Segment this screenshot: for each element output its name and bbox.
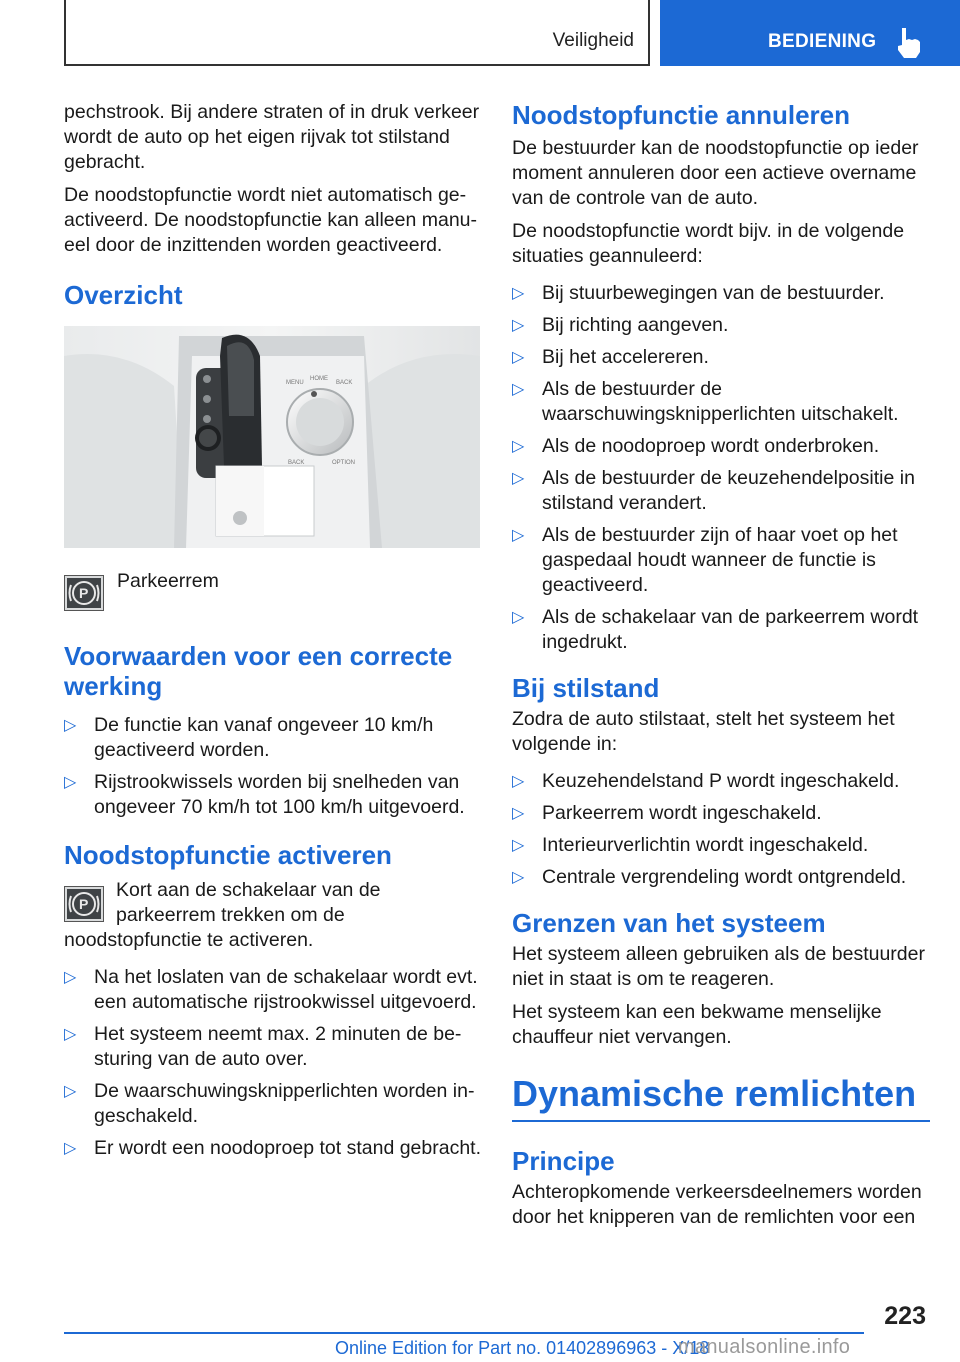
overview-heading: Overzicht <box>64 280 183 310</box>
triangle-bullet-icon: ▷ <box>64 969 77 986</box>
list-item: ▷ Bij het accelereren. <box>512 346 709 368</box>
conditions-list <box>64 713 482 820</box>
dynamic-brake-lights-heading: Dynamische remlichten <box>512 1073 917 1114</box>
triangle-bullet-icon: ▷ <box>512 805 525 822</box>
cancel-paragraph-1: De bestuurder kan de noodstopfunctie op ieder moment annuleren door een actieve overname van de controle van de auto. <box>512 137 919 209</box>
parking-brake-label: Parkeerrem <box>117 570 219 592</box>
parking-brake-icon <box>64 575 104 611</box>
cancel-paragraph-2: De noodstopfunctie wordt bijv. in de volgende situaties geannuleerd: <box>512 220 905 267</box>
principle-paragraph: Achteropkomende verkeersdeelnemers worden door het knipperen van de remlichten voor een <box>512 1181 922 1228</box>
triangle-bullet-icon: ▷ <box>512 869 525 886</box>
triangle-bullet-icon: ▷ <box>64 1140 77 1157</box>
list-item: ▷ Als de schakelaar van de parkeerrem wordt ingedrukt. <box>512 606 919 653</box>
page-header <box>0 0 960 66</box>
standstill-paragraph: Zodra de auto stilstaat, stelt het systeem het volgende in: <box>512 708 895 755</box>
list-item: ▷ Als de bestuurder de waarschuwingsknipperlichten uitschakelt. <box>512 378 899 425</box>
triangle-bullet-icon: ▷ <box>512 609 525 626</box>
triangle-bullet-icon: ▷ <box>512 773 525 790</box>
list-item: ▷ Er wordt een noodoproep tot stand gebracht. <box>64 1137 482 1159</box>
list-item: ▷ Het systeem neemt max. 2 minuten de besturing van de auto over. <box>64 1023 462 1070</box>
list-item: ▷ De functie kan vanaf ongeveer 10 km/h geactiveerd worden. <box>64 714 434 761</box>
edition-note: Online Edition for Part no. 01402896963 - X/18 <box>335 1338 710 1358</box>
triangle-bullet-icon: ▷ <box>512 317 525 334</box>
page-number: 223 <box>884 1302 926 1330</box>
triangle-bullet-icon: ▷ <box>512 285 525 302</box>
list-item: ▷ Na het loslaten van de schakelaar wordt evt. een automatische rijstrookwissel uitgevoerd. <box>64 966 478 1013</box>
svg-text:OPTION: OPTION <box>332 460 356 466</box>
svg-text:BACK: BACK <box>336 380 353 386</box>
chapter-tab[interactable] <box>660 0 960 66</box>
section-tab[interactable] <box>64 0 650 66</box>
list-item: ▷ Als de bestuurder de keuzehendelpositie in stilstand verandert. <box>512 467 915 514</box>
conditions-heading: Voorwaarden voor een correcte werking <box>64 641 453 701</box>
list-item: ▷ Bij richting aangeven. <box>512 314 729 336</box>
principle-heading: Principe <box>512 1146 615 1176</box>
triangle-bullet-icon: ▷ <box>512 837 525 854</box>
svg-text:P: P <box>79 896 89 912</box>
limits-heading: Grenzen van het systeem <box>512 908 826 938</box>
list-item: ▷ Als de bestuurder zijn of haar voet op het gaspedaal houdt wanneer de functie is geactiveerd. <box>512 524 898 596</box>
triangle-bullet-icon: ▷ <box>64 774 77 791</box>
triangle-bullet-icon: ▷ <box>512 527 525 544</box>
watermark: manualsonline.info <box>678 1336 851 1358</box>
list-item: ▷ Centrale vergrendeling wordt ontgrendeld. <box>512 866 907 888</box>
triangle-bullet-icon: ▷ <box>512 438 525 455</box>
parking-brake-legend <box>64 569 482 619</box>
list-item: ▷ Bij stuurbewegingen van de bestuurder. <box>512 282 885 304</box>
activate-instruction: P Kort aan de schakelaar van de parkeerrem trekken om de noodstopfunctie te activeren. <box>64 879 381 951</box>
list-item: ▷ Rijstrookwissels worden bij snelheden van ongeveer 70 km/h tot 100 km/h uitgevoerd. <box>64 771 465 818</box>
pointing-hand-icon <box>892 24 928 60</box>
svg-text:P: P <box>79 585 89 601</box>
list-item: ▷ De waarschuwingsknipperlichten worden ingeschakeld. <box>64 1080 475 1127</box>
intro-paragraph-2: De noodstopfunctie wordt niet automatisch geactiveerd. De noodstopfunctie kan alleen manueel door de inzittenden worden geactiveerd. <box>64 184 478 256</box>
svg-text:BACK: BACK <box>288 460 305 466</box>
limits-paragraph-2: Het systeem kan een bekwame menselijke chauffeur niet vervangen. <box>512 1001 882 1048</box>
triangle-bullet-icon: ▷ <box>512 470 525 487</box>
triangle-bullet-icon: ▷ <box>512 381 525 398</box>
section-label: Veiligheid <box>552 30 634 51</box>
list-item: ▷ Parkeerrem wordt ingeschakeld. <box>512 802 822 824</box>
chapter-label: BEDIENING <box>768 31 877 52</box>
limits-paragraph-1: Het systeem alleen gebruiken als de bestuurder niet in staat is om te reageren. <box>512 943 925 990</box>
triangle-bullet-icon: ▷ <box>64 1083 77 1100</box>
triangle-bullet-icon: ▷ <box>64 717 77 734</box>
cancel-heading: Noodstopfunctie annuleren <box>512 100 850 130</box>
center-console-photo <box>64 326 480 548</box>
list-item: ▷ Keuzehendelstand P wordt ingeschakeld. <box>512 770 900 792</box>
intro-paragraph-1: pechstrook. Bij andere straten of in druk verkeer wordt de auto op het eigen rijvak tot stilstand gebracht. <box>64 101 480 173</box>
triangle-bullet-icon: ▷ <box>512 349 525 366</box>
list-item: ▷ Interieurverlichtin wordt ingeschakeld. <box>512 834 869 856</box>
footer-rule <box>64 1332 864 1334</box>
standstill-list <box>512 769 930 890</box>
svg-text:HOME: HOME <box>310 376 328 382</box>
heading-rule <box>512 1120 930 1122</box>
activate-list <box>64 965 482 1161</box>
left-column <box>64 100 482 1168</box>
list-item: ▷ Als de noodoproep wordt onderbroken. <box>512 435 880 457</box>
svg-text:MENU: MENU <box>286 380 304 386</box>
standstill-heading: Bij stilstand <box>512 673 660 703</box>
activate-heading: Noodstopfunctie activeren <box>64 840 392 870</box>
triangle-bullet-icon: ▷ <box>64 1026 77 1043</box>
parking-brake-icon <box>64 886 104 922</box>
right-column <box>512 100 930 1238</box>
cancel-list <box>512 281 930 655</box>
